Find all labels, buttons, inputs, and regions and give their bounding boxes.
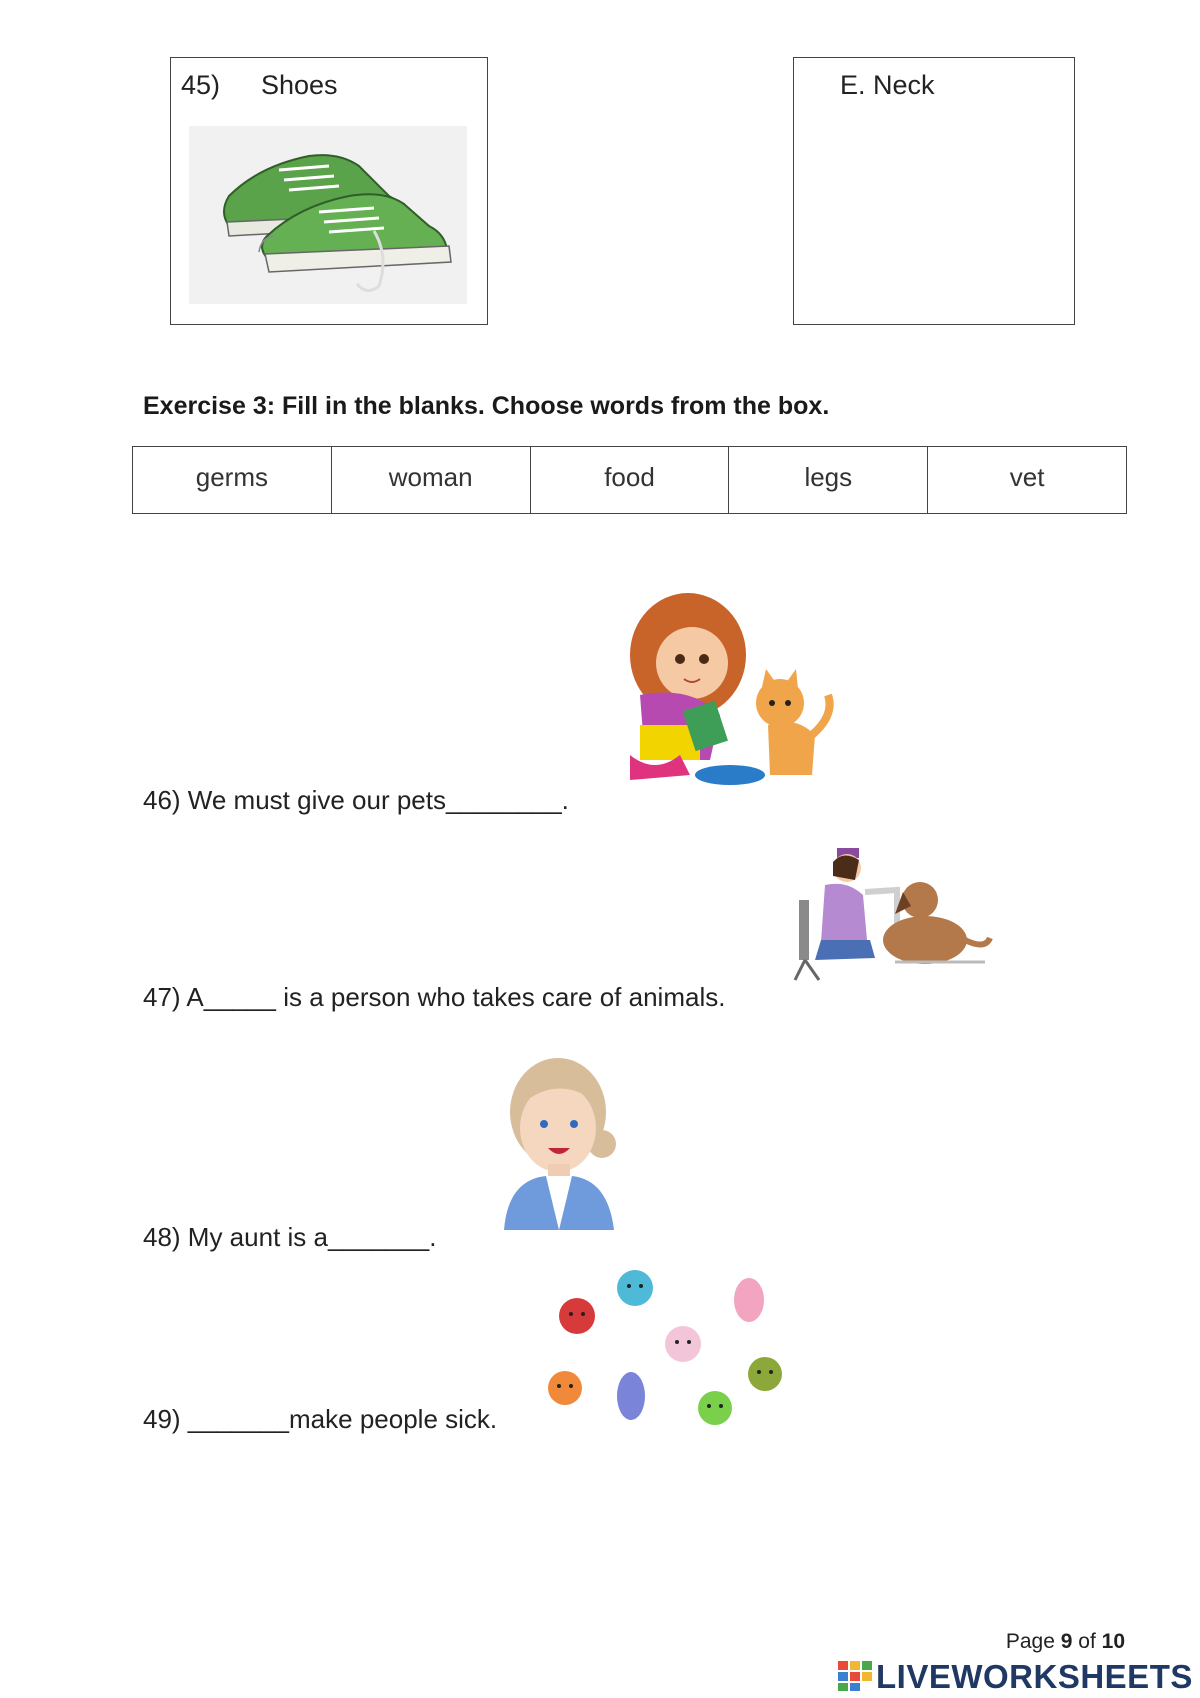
- brand-name: LIVEWORKSHEETS: [876, 1658, 1193, 1695]
- page-indicator: [1006, 1630, 1125, 1654]
- word-box-cell: woman: [331, 447, 530, 514]
- shoes-icon: [189, 126, 467, 304]
- germs-illustration: [535, 1258, 805, 1428]
- exercise-title: Exercise 3: Fill in the blanks. Choose words from the box.: [143, 392, 830, 420]
- girl-feeding-cat-illustration: [600, 585, 845, 805]
- page-current: 9: [1060, 1630, 1073, 1653]
- page-total: 10: [1101, 1630, 1125, 1653]
- match-box-e: [793, 57, 1075, 325]
- q45-word: Shoes: [261, 70, 338, 100]
- shoes-image: [189, 126, 467, 304]
- word-box-cell: legs: [729, 447, 928, 514]
- word-box-cell: food: [530, 447, 729, 514]
- q45-number: 45): [181, 70, 221, 100]
- question-47: 47) A_____ is a person who takes care of animals.: [143, 982, 726, 1012]
- woman-illustration: [498, 1052, 628, 1232]
- liveworksheets-logo: [838, 1658, 1193, 1696]
- vet-with-dog-illustration: [785, 840, 1000, 990]
- question-49: 49) _______make people sick.: [143, 1404, 498, 1434]
- liveworksheets-logo-icon: [838, 1661, 874, 1691]
- question-46: 46) We must give our pets________.: [143, 785, 569, 815]
- question-48: 48) My aunt is a_______.: [143, 1222, 437, 1252]
- page-sep: of: [1072, 1630, 1102, 1653]
- word-box-cell: vet: [928, 447, 1127, 514]
- match-label: E. Neck: [840, 70, 935, 100]
- word-box: [132, 446, 1127, 514]
- word-box-cell: germs: [133, 447, 332, 514]
- page-prefix: Page: [1005, 1630, 1061, 1653]
- q45-box: [170, 57, 488, 325]
